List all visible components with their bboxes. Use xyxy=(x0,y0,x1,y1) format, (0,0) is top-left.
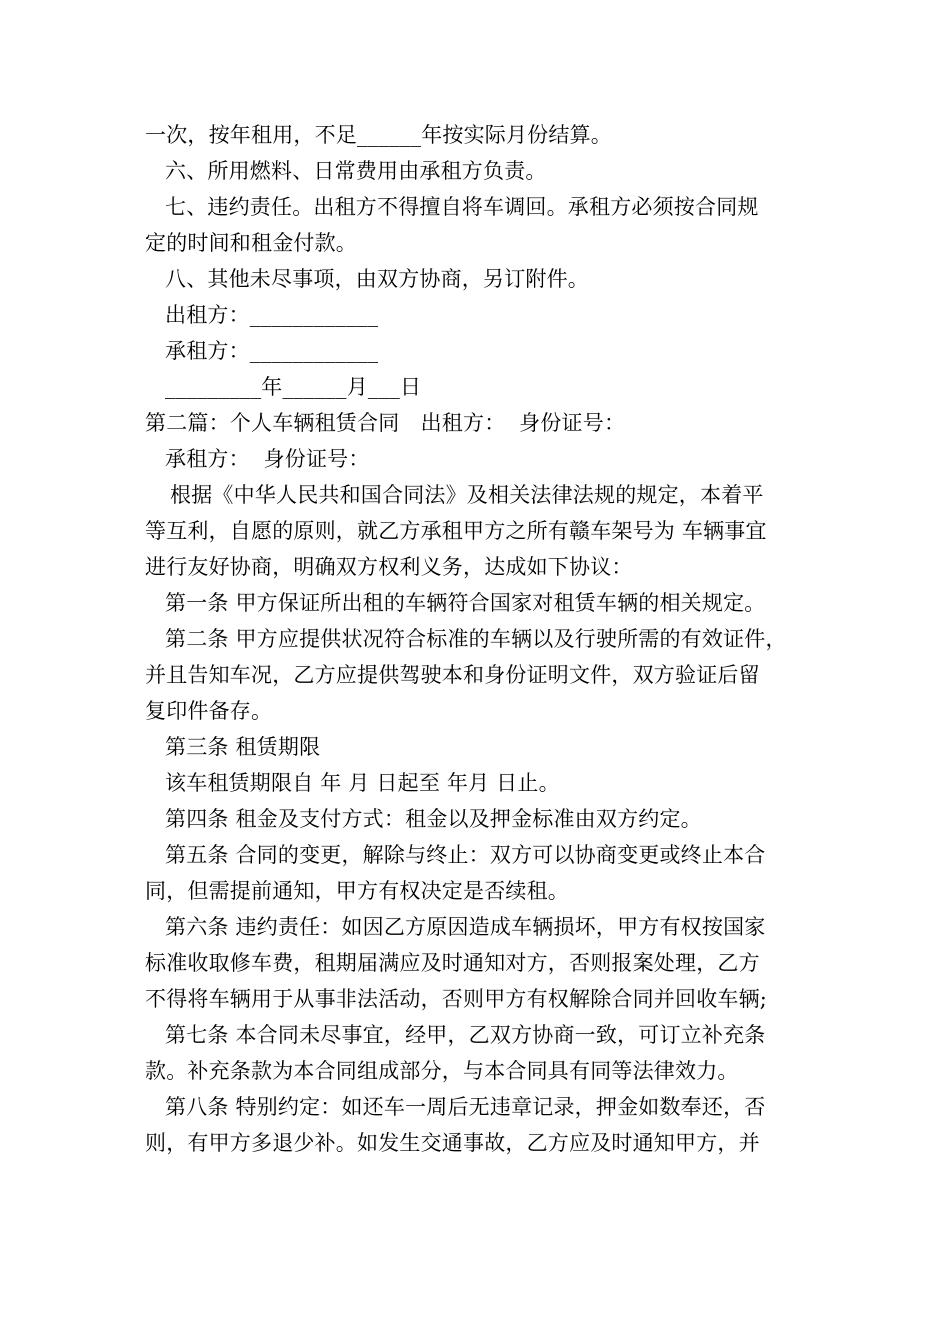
article-line: 第七条 本合同未尽事宜，经甲，乙双方协商一致，可订立补充条 xyxy=(165,1023,766,1047)
text-line: 定的时间和租金付款。 xyxy=(145,231,357,255)
lessee-signature-line: 承租方：____________ xyxy=(165,339,379,363)
text-line: 等互利，自愿的原则，就乙方承租甲方之所有赣车架号为 车辆事宜 xyxy=(145,519,767,543)
article-line: 第四条 租金及支付方式：租金以及押金标准由双方约定。 xyxy=(165,807,702,831)
article-line: 第五条 合同的变更，解除与终止：双方可以协商变更或终止本合 xyxy=(165,843,766,867)
text-line: 不得将车辆用于从事非法活动，否则甲方有权解除合同并回收车辆; xyxy=(145,987,768,1011)
text-line: 复印件备存。 xyxy=(145,699,273,723)
text-line: 进行友好协商，明确双方权利义务，达成如下协议： xyxy=(145,555,633,579)
text-line: 同，但需提前通知，甲方有权决定是否续租。 xyxy=(145,879,569,903)
text-line: 七、违约责任。出租方不得擅自将车调回。承租方必须按合同规 xyxy=(165,195,759,219)
article-line: 第二条 甲方应提供状况符合标准的车辆以及行驶所需的有效证件， xyxy=(165,627,787,651)
text-line: 一次，按年租用，不足______年按实际月份结算。 xyxy=(145,123,612,147)
article-line: 第一条 甲方保证所出租的车辆符合国家对租赁车辆的相关规定。 xyxy=(165,591,766,615)
text-line: 标准收取修车费，租期届满应及时通知对方，否则报案处理，乙方 xyxy=(145,951,760,975)
section-heading: 第二篇：个人车辆租赁合同 出租方： 身份证号： xyxy=(145,411,626,435)
text-line: 八、其他未尽事项，由双方协商，另订附件。 xyxy=(165,267,589,291)
date-line: _________年______月___日 xyxy=(165,375,422,399)
article-line: 第八条 特别约定：如还车一周后无违章记录，押金如数奉还，否 xyxy=(165,1095,766,1119)
article-line: 第三条 租赁期限 xyxy=(165,735,321,759)
text-line: 则，有甲方多退少补。如发生交通事故，乙方应及时通知甲方，并 xyxy=(145,1131,760,1155)
text-line: 六、所用燃料、日常费用由承租方负责。 xyxy=(165,159,547,183)
lessor-signature-line: 出租方：____________ xyxy=(165,303,379,327)
text-line: 款。补充条款为本合同组成部分，与本合同具有同等法律效力。 xyxy=(145,1059,739,1083)
article-line: 第六条 违约责任：如因乙方原因造成车辆损坏，甲方有权按国家 xyxy=(165,915,766,939)
text-line: 并且告知车况，乙方应提供驾驶本和身份证明文件，双方验证后留 xyxy=(145,663,760,687)
text-line: 该车租赁期限自 年 月 日起至 年月 日止。 xyxy=(165,771,560,795)
text-line: 根据《中华人民共和国合同法》及相关法律法规的规定，本着平 xyxy=(170,483,764,507)
text-line: 承租方： 身份证号： xyxy=(165,447,370,471)
document-body xyxy=(145,117,815,1161)
